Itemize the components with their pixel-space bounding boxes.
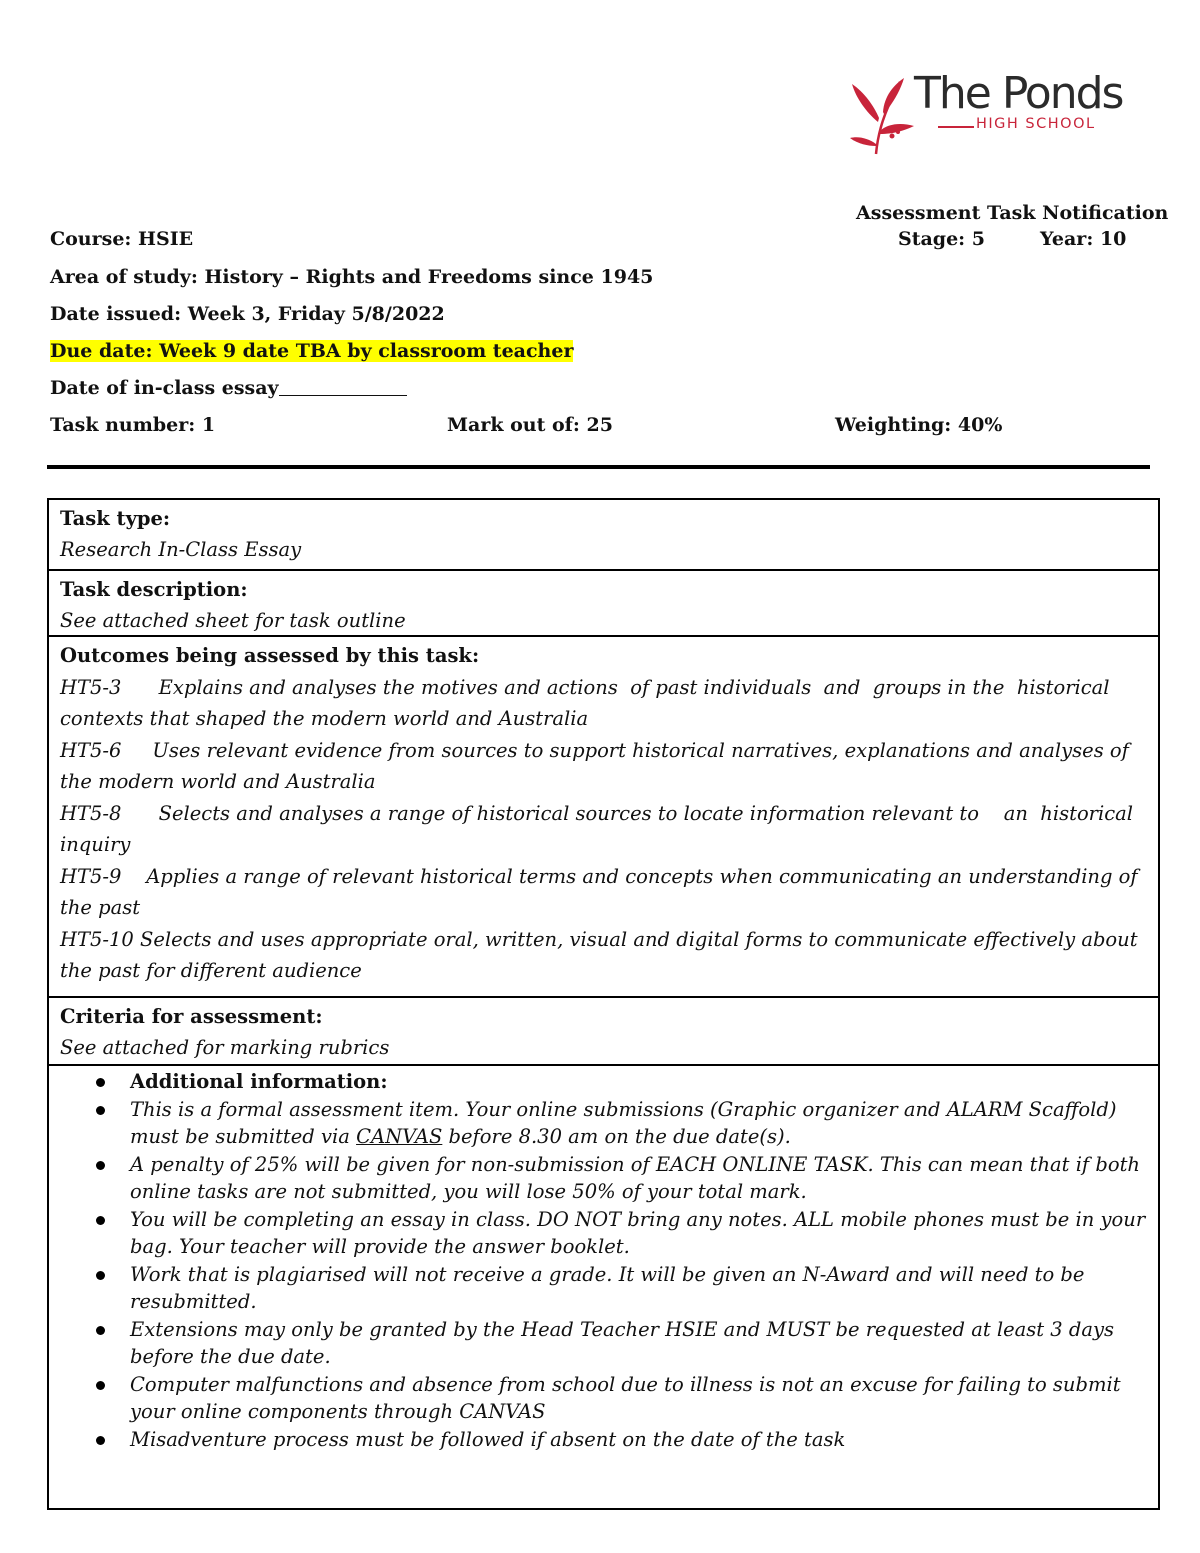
list-item: Work that is plagiarised will not receive a grade. It will be given an N-Award and will need to be resubmitted. bbox=[130, 1261, 1147, 1316]
stage: Stage: 5 bbox=[898, 228, 986, 250]
course: Course: HSIE bbox=[50, 228, 194, 250]
task-table bbox=[47, 498, 1160, 1510]
header-divider bbox=[47, 465, 1150, 469]
additional-info-list bbox=[60, 1068, 1147, 1453]
criteria-row bbox=[49, 998, 1158, 1066]
list-item: This is a formal assessment item. Your online submissions (Graphic organizer and ALARM Scaffold) must be submitted via CANVAS before 8.30 am on the due date(s). bbox=[130, 1096, 1147, 1151]
year: Year: 10 bbox=[1040, 228, 1127, 250]
logo-rule bbox=[938, 126, 974, 128]
area-of-study: Area of study: History – Rights and Freedoms since 1945 bbox=[50, 266, 654, 288]
outcome-item: HT5-10 Selects and uses appropriate oral, written, visual and digital forms to communicate effectively about the past for different audience bbox=[60, 928, 1144, 982]
task-description-heading: Task description: bbox=[60, 578, 248, 601]
logo-name: The Ponds bbox=[914, 68, 1123, 119]
task-type-heading: Task type: bbox=[60, 507, 171, 530]
criteria-heading: Criteria for assessment: bbox=[60, 1005, 323, 1028]
additional-info-row bbox=[49, 1066, 1158, 1508]
outcome-item: HT5-6 Uses relevant evidence from sources to support historical narratives, explanations and analyses of the modern world and Australia bbox=[60, 739, 1136, 793]
logo-subtitle: HIGH SCHOOL bbox=[976, 116, 1096, 132]
list-item: A penalty of 25% will be given for non-submission of EACH ONLINE TASK. This can mean that if both online tasks are not submitted, you will lose 50% of your total mark. bbox=[130, 1151, 1147, 1206]
school-logo bbox=[848, 68, 1128, 162]
task-description-text: See attached sheet for task outline bbox=[60, 609, 406, 632]
due-date bbox=[50, 340, 573, 362]
mark-out-of: Mark out of: 25 bbox=[447, 414, 613, 436]
essay-date-blank bbox=[279, 379, 407, 396]
criteria-text: See attached for marking rubrics bbox=[60, 1036, 390, 1059]
essay-date bbox=[50, 377, 407, 399]
task-type-row bbox=[49, 500, 1158, 571]
notification-title: Assessment Task Notification bbox=[856, 202, 1169, 224]
leaf-icon bbox=[848, 72, 918, 162]
outcomes-row bbox=[49, 637, 1158, 998]
canvas-link[interactable]: CANVAS bbox=[356, 1125, 443, 1148]
outcomes-heading: Outcomes being assessed by this task: bbox=[60, 644, 480, 667]
task-number: Task number: 1 bbox=[50, 414, 216, 436]
essay-date-label: Date of in-class essay bbox=[50, 377, 279, 399]
due-date-highlight: Due date: Week 9 date TBA by classroom teacher bbox=[50, 340, 574, 362]
outcome-item: HT5-3 Explains and analyses the motives and actions of past individuals and groups in the historical contexts that shaped the modern world and Australia bbox=[60, 676, 1116, 730]
weighting: Weighting: 40% bbox=[835, 414, 1003, 436]
list-item: You will be completing an essay in class. DO NOT bring any notes. ALL mobile phones must be in your bag. Your teacher will provide the answer booklet. bbox=[130, 1206, 1147, 1261]
outcome-item: HT5-9 Applies a range of relevant historical terms and concepts when communicating an understanding of the past bbox=[60, 865, 1144, 919]
list-item: Misadventure process must be followed if absent on the date of the task bbox=[130, 1426, 1147, 1454]
date-issued: Date issued: Week 3, Friday 5/8/2022 bbox=[50, 303, 445, 325]
task-description-row bbox=[49, 571, 1158, 637]
list-item: Computer malfunctions and absence from school due to illness is not an excuse for failing to submit your online components through CANVAS bbox=[130, 1371, 1147, 1426]
task-type-text: Research In-Class Essay bbox=[60, 538, 302, 561]
outcome-item: HT5-8 Selects and analyses a range of historical sources to locate information relevant to an historical inquiry bbox=[60, 802, 1140, 856]
additional-info-heading: Additional information: bbox=[130, 1068, 1147, 1096]
list-item: Extensions may only be granted by the Head Teacher HSIE and MUST be requested at least 3 days before the due date. bbox=[130, 1316, 1147, 1371]
